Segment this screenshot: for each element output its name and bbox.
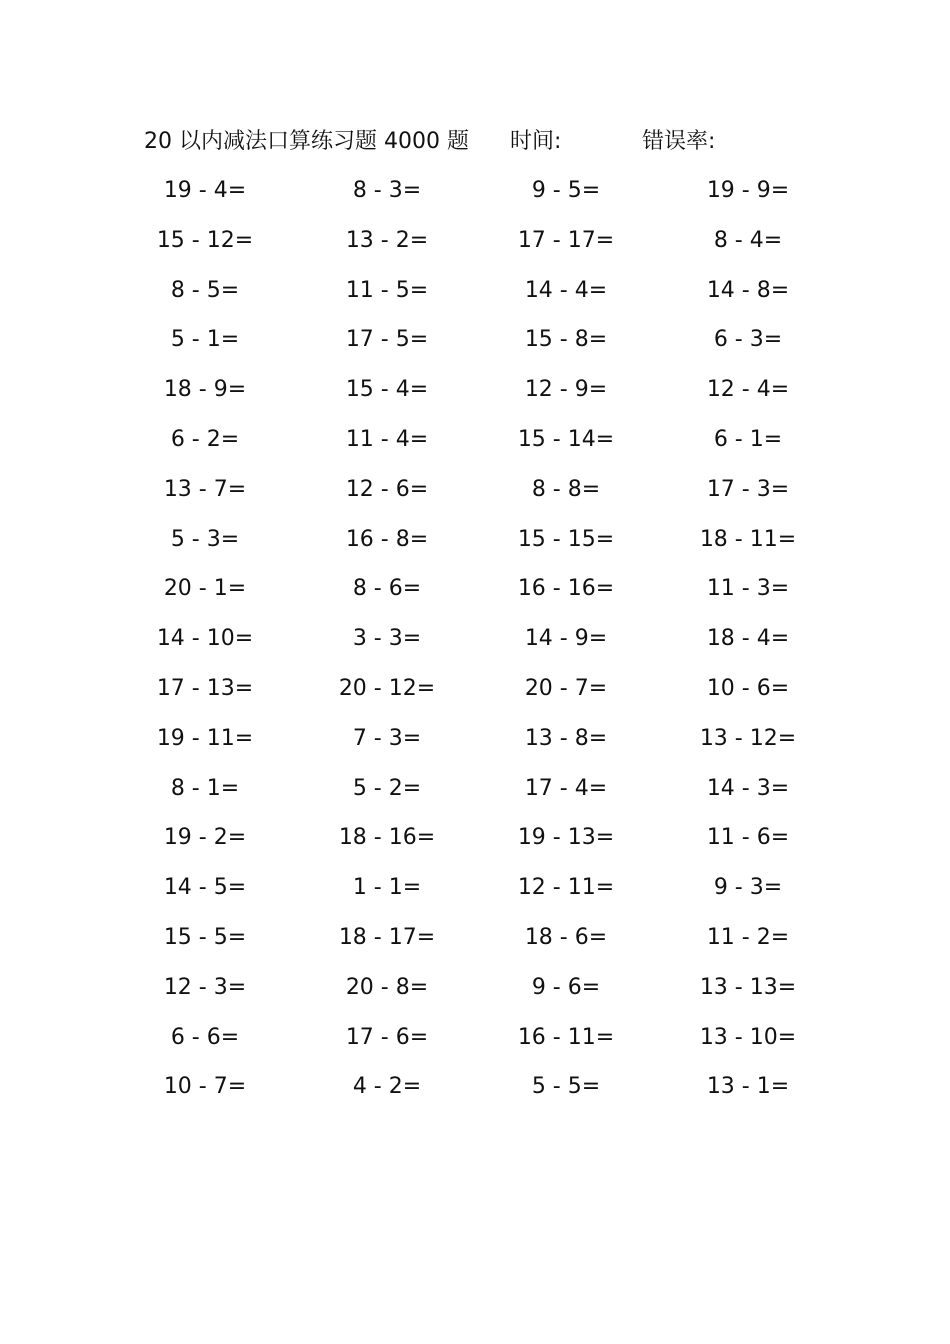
problem-item: 13 - 12= bbox=[699, 725, 797, 751]
problem-item: 18 - 16= bbox=[338, 825, 436, 851]
worksheet-header bbox=[144, 124, 844, 160]
problem-row bbox=[130, 467, 830, 517]
problem-item: 14 - 10= bbox=[156, 626, 254, 652]
problem-item: 14 - 8= bbox=[706, 277, 790, 303]
problem-item: 17 - 13= bbox=[156, 675, 254, 701]
problem-item: 5 - 2= bbox=[352, 775, 422, 801]
problem-item: 15 - 14= bbox=[517, 426, 615, 452]
problem-row bbox=[130, 317, 830, 367]
problem-item: 17 - 17= bbox=[517, 227, 615, 253]
problem-item: 1 - 1= bbox=[352, 875, 422, 901]
problem-row bbox=[130, 1015, 830, 1065]
worksheet-title: 20 以内减法口算练习题 4000 题 bbox=[144, 129, 469, 154]
error-rate-label: 错误率: bbox=[642, 129, 716, 154]
problem-item: 13 - 2= bbox=[345, 227, 429, 253]
problem-item: 12 - 4= bbox=[706, 377, 790, 403]
problem-item: 13 - 13= bbox=[699, 974, 797, 1000]
problem-row bbox=[130, 766, 830, 816]
problem-item: 10 - 6= bbox=[706, 675, 790, 701]
problem-item: 11 - 6= bbox=[706, 825, 790, 851]
problem-row bbox=[130, 367, 830, 417]
problem-item: 6 - 2= bbox=[170, 426, 240, 452]
problem-item: 13 - 7= bbox=[163, 476, 247, 502]
problem-item: 9 - 5= bbox=[531, 178, 601, 203]
problem-item: 14 - 3= bbox=[706, 775, 790, 801]
problem-item: 15 - 5= bbox=[163, 924, 247, 950]
problem-row bbox=[130, 915, 830, 965]
problem-item: 20 - 1= bbox=[163, 576, 247, 602]
problem-item: 8 - 4= bbox=[713, 227, 783, 253]
time-label: 时间: bbox=[510, 129, 562, 154]
problem-item: 16 - 11= bbox=[517, 1024, 615, 1050]
problem-row bbox=[130, 616, 830, 666]
problem-item: 20 - 8= bbox=[345, 974, 429, 1000]
problem-item: 12 - 6= bbox=[345, 476, 429, 502]
problem-item: 12 - 3= bbox=[163, 974, 247, 1000]
problem-row bbox=[130, 666, 830, 716]
problem-row bbox=[130, 1064, 830, 1114]
problem-item: 19 - 4= bbox=[163, 178, 247, 203]
problem-row bbox=[130, 965, 830, 1015]
problem-item: 19 - 11= bbox=[156, 725, 254, 751]
problem-item: 5 - 1= bbox=[170, 327, 240, 353]
problem-item: 19 - 2= bbox=[163, 825, 247, 851]
problem-item: 11 - 4= bbox=[345, 426, 429, 452]
problem-item: 11 - 5= bbox=[345, 277, 429, 303]
problem-item: 11 - 3= bbox=[706, 576, 790, 602]
problem-row bbox=[130, 168, 830, 218]
problem-item: 8 - 3= bbox=[352, 178, 422, 203]
problem-item: 18 - 6= bbox=[524, 924, 608, 950]
problem-item: 8 - 5= bbox=[170, 277, 240, 303]
problem-item: 14 - 9= bbox=[524, 626, 608, 652]
problem-item: 13 - 1= bbox=[706, 1074, 790, 1100]
problem-item: 16 - 16= bbox=[517, 576, 615, 602]
problem-item: 3 - 3= bbox=[352, 626, 422, 652]
problem-item: 8 - 6= bbox=[352, 576, 422, 602]
problem-item: 20 - 7= bbox=[524, 675, 608, 701]
problem-item: 6 - 6= bbox=[170, 1024, 240, 1050]
problem-row bbox=[130, 815, 830, 865]
problem-item: 15 - 15= bbox=[517, 526, 615, 552]
problem-item: 14 - 5= bbox=[163, 875, 247, 901]
problem-item: 14 - 4= bbox=[524, 277, 608, 303]
problem-item: 12 - 11= bbox=[517, 875, 615, 901]
problem-item: 9 - 3= bbox=[713, 875, 783, 901]
problem-item: 15 - 4= bbox=[345, 377, 429, 403]
problem-item: 4 - 2= bbox=[352, 1074, 422, 1100]
problem-item: 19 - 13= bbox=[517, 825, 615, 851]
problem-row bbox=[130, 566, 830, 616]
problem-item: 15 - 8= bbox=[524, 327, 608, 353]
problem-item: 18 - 17= bbox=[338, 924, 436, 950]
problem-item: 13 - 8= bbox=[524, 725, 608, 751]
problem-row bbox=[130, 517, 830, 567]
problem-item: 17 - 5= bbox=[345, 327, 429, 353]
problem-item: 13 - 10= bbox=[699, 1024, 797, 1050]
problem-item: 11 - 2= bbox=[706, 924, 790, 950]
problem-item: 5 - 3= bbox=[170, 526, 240, 552]
problem-item: 10 - 7= bbox=[163, 1074, 247, 1100]
problem-item: 17 - 6= bbox=[345, 1024, 429, 1050]
problem-item: 15 - 12= bbox=[156, 227, 254, 253]
problem-item: 18 - 9= bbox=[163, 377, 247, 403]
problem-item: 19 - 9= bbox=[706, 178, 790, 203]
problem-item: 12 - 9= bbox=[524, 377, 608, 403]
problem-item: 6 - 3= bbox=[713, 327, 783, 353]
problem-item: 9 - 6= bbox=[531, 974, 601, 1000]
problem-item: 5 - 5= bbox=[531, 1074, 601, 1100]
problem-item: 8 - 1= bbox=[170, 775, 240, 801]
problem-item: 6 - 1= bbox=[713, 426, 783, 452]
problem-item: 17 - 4= bbox=[524, 775, 608, 801]
problem-row bbox=[130, 417, 830, 467]
problem-row bbox=[130, 268, 830, 318]
problem-item: 17 - 3= bbox=[706, 476, 790, 502]
problem-item: 7 - 3= bbox=[352, 725, 422, 751]
problem-item: 16 - 8= bbox=[345, 526, 429, 552]
problem-row bbox=[130, 716, 830, 766]
problem-row bbox=[130, 865, 830, 915]
problem-row bbox=[130, 218, 830, 268]
problem-grid bbox=[130, 168, 830, 1114]
problem-item: 18 - 11= bbox=[699, 526, 797, 552]
problem-item: 20 - 12= bbox=[338, 675, 436, 701]
problem-item: 8 - 8= bbox=[531, 476, 601, 502]
problem-item: 18 - 4= bbox=[706, 626, 790, 652]
